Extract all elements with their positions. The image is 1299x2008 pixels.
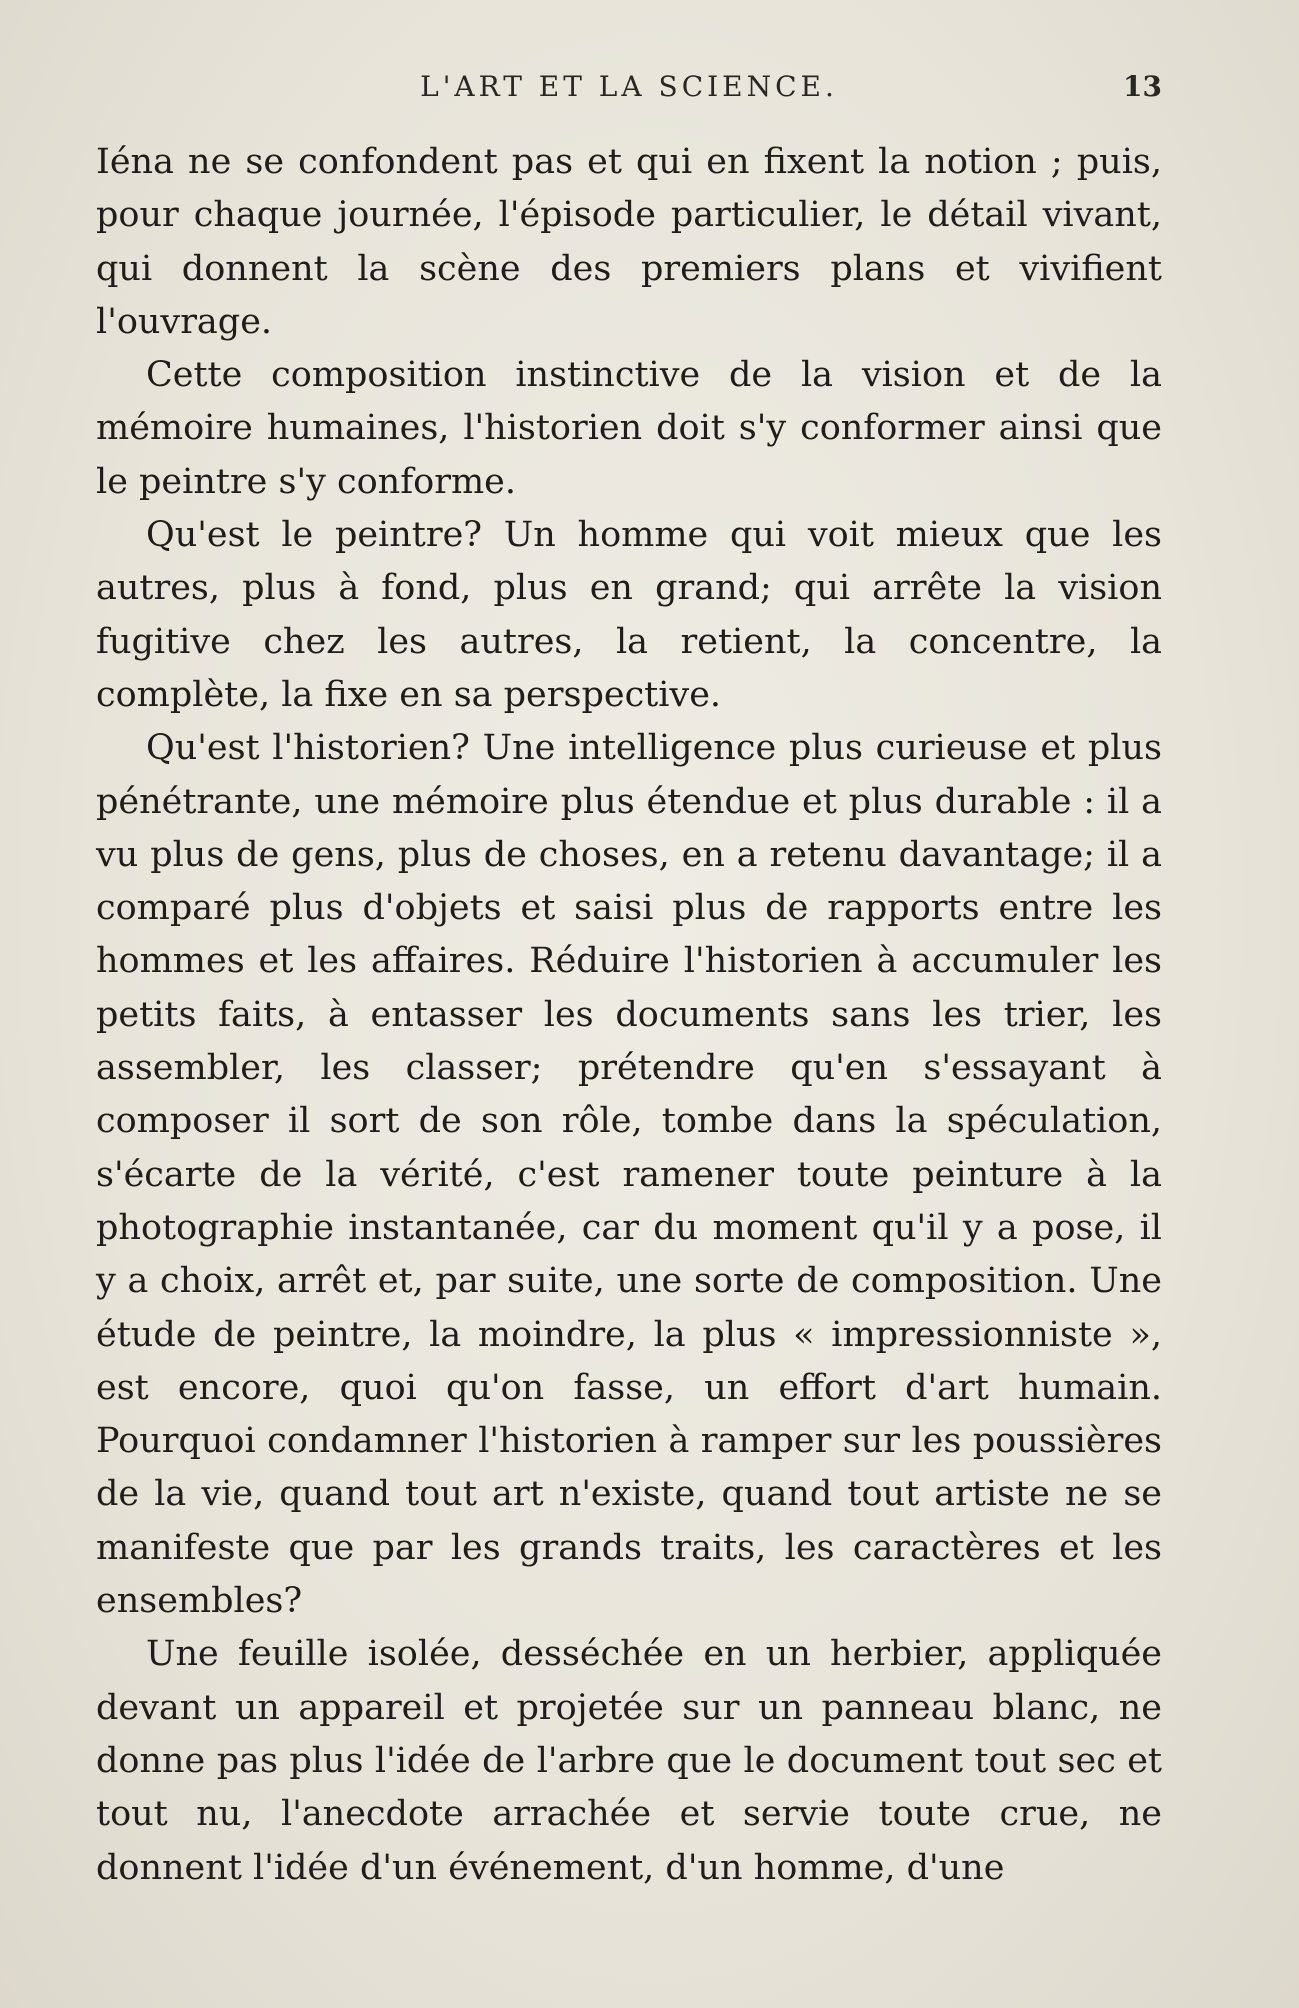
paragraph: Cette composition instinctive de la vision et de la mémoire humaines, l'historien doit s'y conformer ainsi que le peintre s'y conforme. — [96, 355, 1162, 502]
page-number: 13 — [1123, 70, 1162, 103]
paragraph: Qu'est l'historien? Une intelligence plus curieuse et plus pénétrante, une mémoire plus étendue et plus durable : il a vu plus de gens, plus de choses, en a retenu davantage; il a comparé plus d'objets et saisi plus de rapports entre les hommes et les affaires. Réduire l'historien à accumuler les petits faits, à entasser les documents sans les trier, les assembler, les classer; prétendre qu'en s'essayant à composer il sort de son rôle, tombe dans la spéculation, s'écarte de la vérité, c'est ramener toute peinture à la photographie instantanée, car du moment qu'il y a pose, il y a choix, arrêt et, par suite, une sorte de composition. Une étude de peintre, la moindre, la plus « impressionniste », est encore, quoi qu'on fasse, un effort d'art humain. Pourquoi condamner l'historien à ramper sur les poussières de la vie, quand tout art n'existe, quand tout artiste ne se manifeste que par les grands traits, les caractères et les ensembles? — [96, 728, 1162, 1622]
page-header — [96, 70, 1162, 110]
body-text — [96, 136, 1162, 1895]
running-title: L'ART ET LA SCIENCE. — [420, 70, 838, 103]
paragraph: Qu'est le peintre? Un homme qui voit mieux que les autres, plus à fond, plus en grand; qui arrête la vision fugitive chez les autres, la retient, la concentre, la complète, la fixe en sa perspective. — [96, 515, 1162, 715]
paragraph: Une feuille isolée, desséchée en un herbier, appliquée devant un appareil et projetée sur un panneau blanc, ne donne pas plus l'idée de l'arbre que le document tout sec et tout nu, l'anecdote arrachée et servie toute crue, ne donnent l'idée d'un événement, d'un homme, d'une — [96, 1634, 1162, 1888]
paragraph: Iéna ne se confondent pas et qui en fixent la notion ; puis, pour chaque journée, l'épisode particulier, le détail vivant, qui donnent la scène des premiers plans et vivifient l'ouvrage. — [96, 142, 1162, 342]
